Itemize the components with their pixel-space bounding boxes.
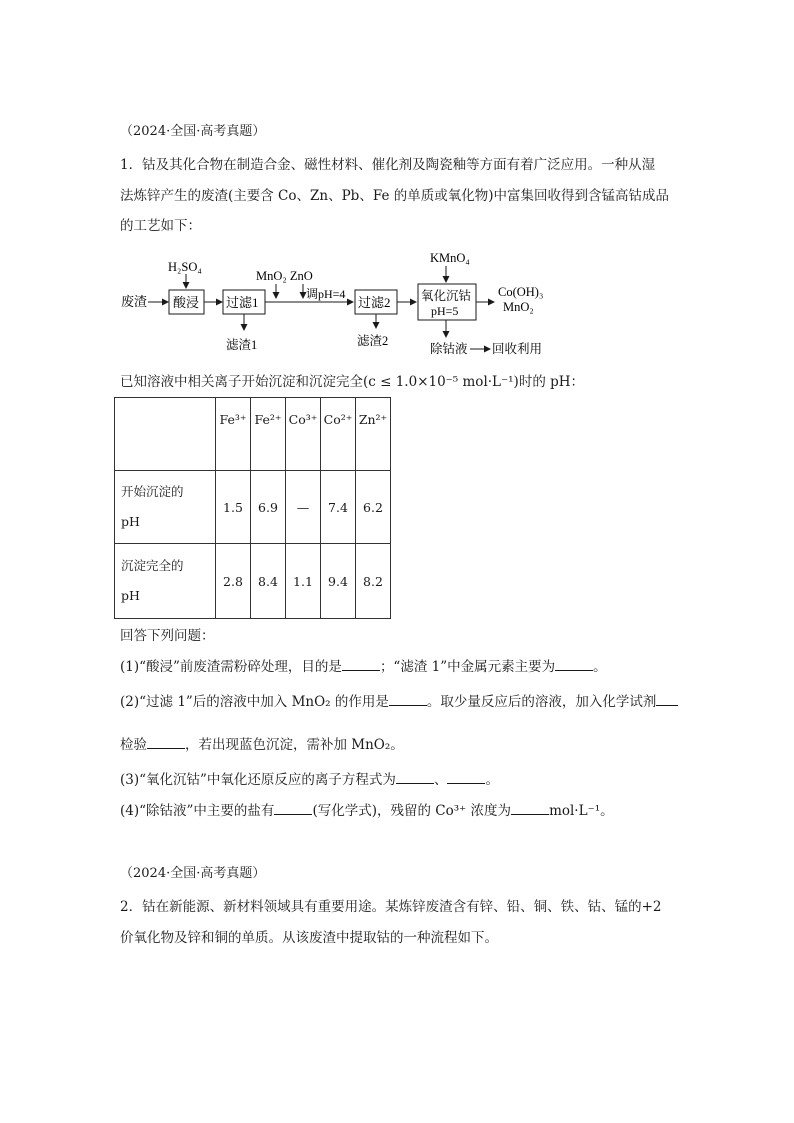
sub4-text-b: (写化学式)，残留的 Co³⁺ 浓度为 xyxy=(312,803,512,819)
table-row xyxy=(115,471,391,544)
flow-step-ph5: pH=5 xyxy=(431,304,459,318)
table-cell: 6.9 xyxy=(251,471,286,544)
answer-blank[interactable] xyxy=(555,658,593,671)
flow-input: 废渣 xyxy=(121,294,148,309)
table-cell: 8.2 xyxy=(356,544,391,619)
q2-source: （2024·全国·高考真题） xyxy=(120,866,266,881)
flow-reagent-h2so4: H₂SO₄ xyxy=(168,260,202,274)
answer-blank[interactable] xyxy=(656,693,678,706)
row-label-line2: pH xyxy=(121,588,140,603)
sub3-text-c: 。 xyxy=(485,772,499,788)
row-label-line1: 沉淀完全的 xyxy=(121,558,184,573)
row-label-line1: 开始沉淀的 xyxy=(121,484,184,499)
sub1-text-b: ；“滤渣 1”中金属元素主要为 xyxy=(379,659,556,675)
table-cell: 8.4 xyxy=(251,544,286,619)
sub4-text-a: (4)“除钴液”中主要的盐有 xyxy=(120,803,275,819)
flow-product-mno2: MnO₂ xyxy=(503,300,534,314)
table-header: Fe²⁺ xyxy=(251,398,286,471)
answer-blank[interactable] xyxy=(274,802,312,815)
flow-waste-liquid: 除钴液 xyxy=(430,342,468,356)
flow-step-filter1: 过滤1 xyxy=(226,295,259,310)
sub3-text-b: 、 xyxy=(433,772,448,788)
table-cell: 2.8 xyxy=(216,544,251,619)
flow-residue2: 滤渣2 xyxy=(357,334,389,348)
table-header: Co²⁺ xyxy=(321,398,356,471)
sub2-text-b: 。取少量反应后的溶液，加入化学试剂 xyxy=(426,694,657,710)
sub4-text-c: mol·L⁻¹。 xyxy=(549,803,614,819)
answer-blank[interactable] xyxy=(342,658,380,671)
flow-step-precipitate: 氧化沉钴 xyxy=(421,289,472,303)
q1-intro-line2: 法炼锌产生的废渣(主要含 Co、Zn、Pb、Fe 的单质或氧化物)中富集回收得到含锰高钴成品 xyxy=(120,188,669,204)
sub1-text-a: (1)“酸浸”前废渣需粉碎处理，目的是 xyxy=(120,659,342,675)
table-header: Fe³⁺ xyxy=(216,398,251,471)
q1-subquestion-3 xyxy=(120,770,499,790)
q1-answer-prompt: 回答下列问题： xyxy=(120,628,215,644)
row-label-line2: pH xyxy=(121,514,140,529)
table-corner xyxy=(115,398,216,471)
flow-product-cooh3: Co(OH)₃ xyxy=(498,285,544,299)
table-cell: 1.1 xyxy=(286,544,321,619)
table-cell: 7.4 xyxy=(321,471,356,544)
answer-blank[interactable] xyxy=(396,771,434,784)
table-header-row xyxy=(115,398,391,471)
sub2-text-c: 检验 xyxy=(120,737,147,753)
table-header: Co³⁺ xyxy=(286,398,321,471)
q1-subquestion-2 xyxy=(120,692,678,712)
q1-intro-line1: 1．钴及其化合物在制造合金、磁性材料、催化剂及陶瓷釉等方面有着广泛应用。一种从湿 xyxy=(120,157,656,173)
table-cell: — xyxy=(286,471,321,544)
sub1-text-c: 。 xyxy=(593,659,607,675)
answer-blank[interactable] xyxy=(389,693,427,706)
table-cell: 6.2 xyxy=(356,471,391,544)
q1-intro-line3: 的工艺如下： xyxy=(120,218,201,234)
answer-blank[interactable] xyxy=(447,771,485,784)
table-header: Zn²⁺ xyxy=(356,398,391,471)
q1-subquestion-4 xyxy=(120,801,614,821)
table-row-label xyxy=(115,544,216,619)
flow-residue1: 滤渣1 xyxy=(226,338,258,352)
q1-subquestion-2-cont xyxy=(120,735,404,755)
sub3-text-a: (3)“氧化沉钴”中氧化还原反应的离子方程式为 xyxy=(120,772,396,788)
flow-reagent-kmno4: KMnO₄ xyxy=(430,251,470,265)
q1-subquestion-1 xyxy=(120,657,607,677)
flow-step-filter2: 过滤2 xyxy=(358,295,391,310)
q1-known-condition: 已知溶液中相关离子开始沉淀和沉淀完全(c ≤ 1.0×10⁻⁵ mol·L⁻¹)时的 pH： xyxy=(120,374,585,390)
flow-step-leach: 酸浸 xyxy=(173,295,200,310)
table-cell: 9.4 xyxy=(321,544,356,619)
sub2-text-d: ，若出现蓝色沉淀，需补加 MnO₂。 xyxy=(185,737,404,753)
q1-source: （2024·全国·高考真题） xyxy=(120,124,266,139)
q2-line1: 2．钴在新能源、新材料领域具有重要用途。某炼锌废渣含有锌、铅、铜、铁、钴、锰的+2 xyxy=(120,899,662,915)
ph-table xyxy=(114,397,391,619)
table-row xyxy=(115,544,391,619)
table-row-label xyxy=(115,471,216,544)
flow-reagent-mno2-zno: MnO₂ ZnO xyxy=(256,269,313,283)
flow-adjust-ph: 调pH=4 xyxy=(306,287,346,301)
answer-blank[interactable] xyxy=(511,802,549,815)
answer-blank[interactable] xyxy=(147,736,185,749)
table-cell: 1.5 xyxy=(216,471,251,544)
flow-recycle: 回收利用 xyxy=(492,342,543,356)
sub2-text-a: (2)“过滤 1”后的溶液中加入 MnO₂ 的作用是 xyxy=(120,694,389,710)
process-flow-diagram xyxy=(110,244,580,364)
q2-line2: 价氧化物及锌和铜的单质。从该废渣中提取钴的一种流程如下。 xyxy=(120,930,498,946)
